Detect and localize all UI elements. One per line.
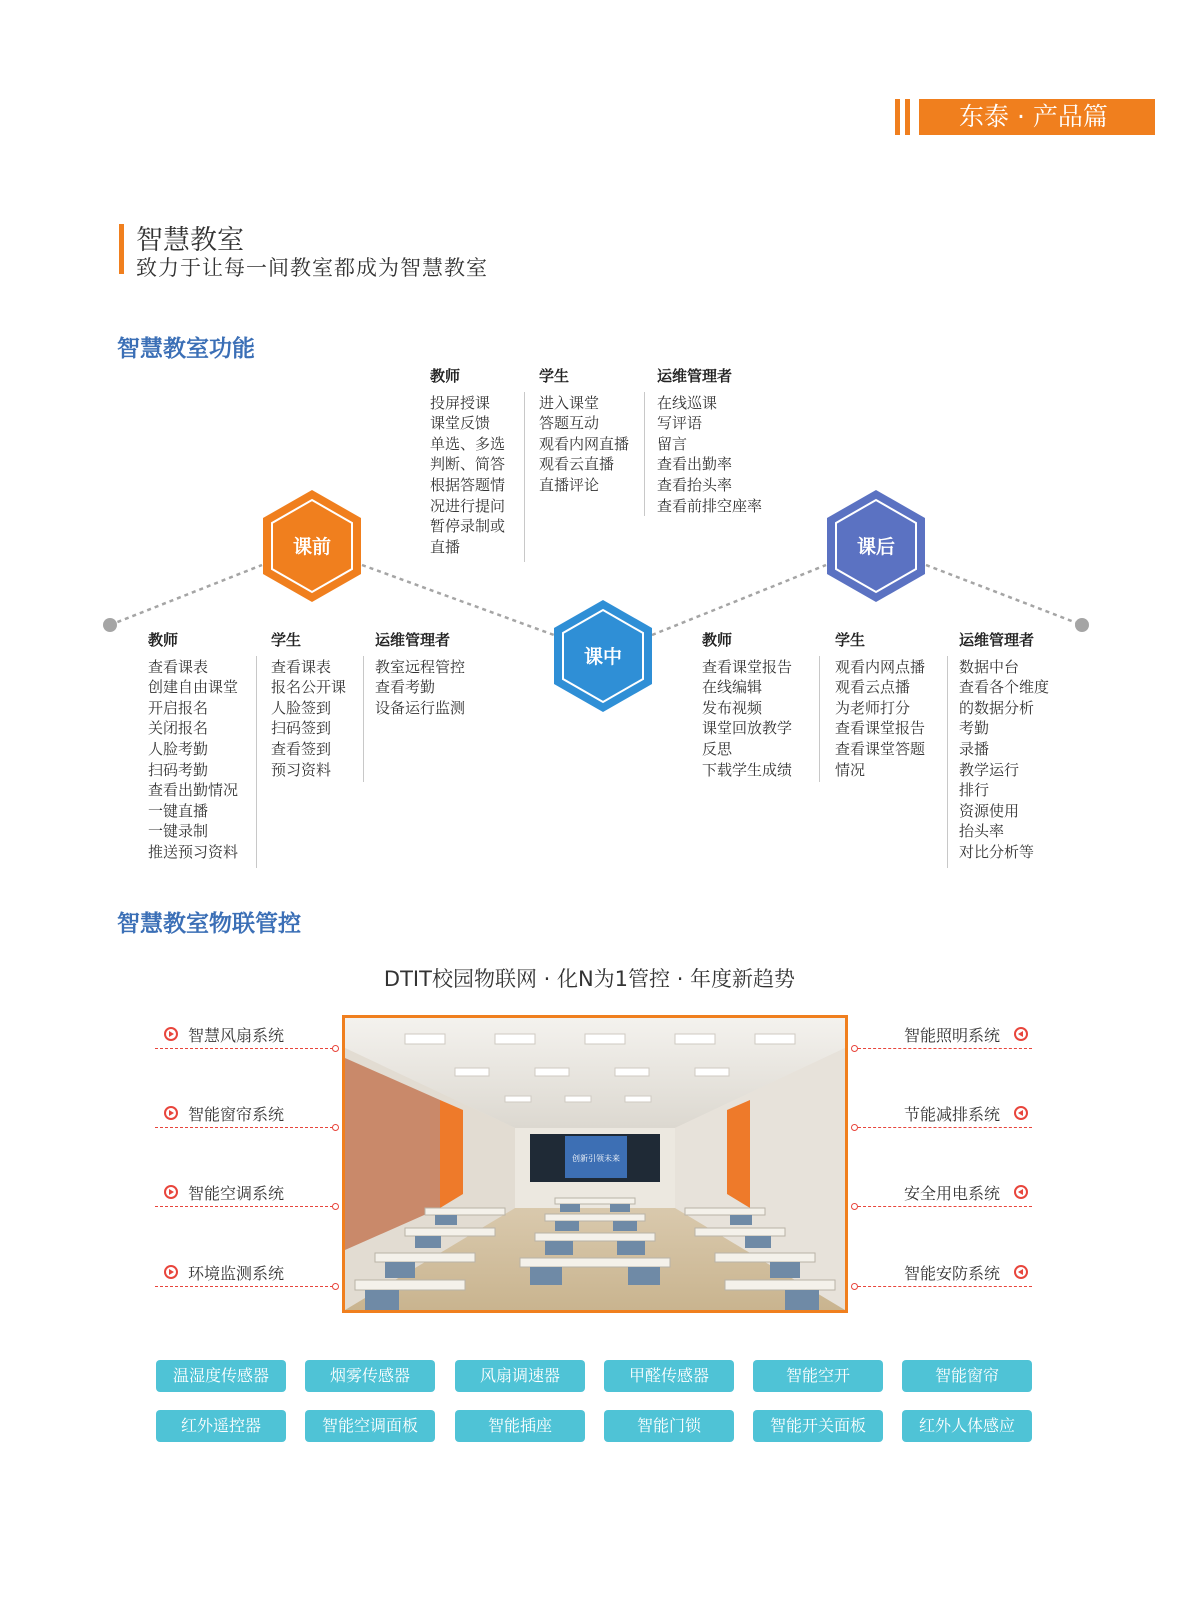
- dash-connector: [155, 1127, 333, 1128]
- right-system-item: 节能减排系统: [904, 1105, 1001, 1124]
- list-item: 写评语: [657, 414, 703, 433]
- list-item: 查看课堂报告: [835, 719, 926, 738]
- list-item: 观看云直播: [539, 455, 615, 474]
- hex-before: [263, 490, 361, 602]
- dash-connector: [858, 1286, 1032, 1287]
- list-item: 一键直播: [148, 801, 209, 820]
- device-chip: 智能空调面板: [305, 1410, 435, 1442]
- dash-connector: [155, 1048, 333, 1049]
- page-subtitle: 致力于让每一间教室都成为智慧教室: [136, 256, 488, 280]
- left-system-item: 智能空调系统: [188, 1184, 285, 1203]
- list-item: 开启报名: [148, 698, 209, 717]
- connector-dot: [332, 1124, 339, 1131]
- list-item: 查看出勤情况: [148, 781, 239, 800]
- role-label: 运维管理者: [375, 631, 451, 649]
- during-student-col: [539, 366, 649, 496]
- list-item: 创建自由课堂: [148, 678, 239, 697]
- list-item: 排行: [959, 781, 990, 800]
- list-item: 预习资料: [271, 760, 332, 779]
- list-item: 投屏授课: [430, 393, 491, 412]
- hex-before-label: 课前: [292, 536, 332, 558]
- play-right-icon: [164, 1027, 178, 1041]
- list-item: 查看抬头率: [657, 475, 733, 494]
- connector-dot: [851, 1045, 858, 1052]
- left-system-item: 智能窗帘系统: [188, 1105, 285, 1124]
- device-chip: 温湿度传感器: [156, 1360, 286, 1392]
- list-item: 人脸考勤: [148, 739, 209, 758]
- after-ops-col: [959, 630, 1069, 863]
- list-item: 报名公开课: [271, 678, 347, 697]
- list-item: 单选、多选: [430, 434, 506, 453]
- classroom-illustration: [345, 1018, 845, 1310]
- list-item: 数据中台: [959, 657, 1020, 676]
- play-right-icon: [164, 1265, 178, 1279]
- connector-dot: [851, 1283, 858, 1290]
- play-left-icon: [1014, 1265, 1028, 1279]
- list-item: 查看前排空座率: [657, 496, 763, 515]
- item-list: [375, 657, 495, 719]
- list-item: 查看课堂报告: [702, 657, 793, 676]
- item-list: [148, 657, 258, 863]
- list-item: 教学运行: [959, 760, 1020, 779]
- column-divider: [256, 656, 257, 868]
- list-item: 扫码签到: [271, 719, 332, 738]
- hex-after-label: 课后: [856, 536, 896, 558]
- list-item: 扫码考勤: [148, 760, 209, 779]
- role-label: 学生: [835, 631, 866, 649]
- role-label: 教师: [430, 367, 461, 385]
- item-list: [959, 657, 1069, 863]
- list-item: 发布视频: [702, 698, 763, 717]
- list-item: 查看课表: [148, 657, 209, 676]
- left-system-item: 智慧风扇系统: [188, 1026, 285, 1045]
- list-item: 查看课表: [271, 657, 332, 676]
- list-item: 为老师打分: [835, 698, 911, 717]
- before-student-col: [271, 630, 366, 780]
- item-list: [835, 657, 945, 781]
- item-list: [539, 393, 649, 496]
- list-item: 留言: [657, 434, 688, 453]
- screen-text: 创新引领未来: [572, 1154, 620, 1163]
- list-item: 观看云点播: [835, 678, 911, 697]
- role-label: 学生: [539, 367, 570, 385]
- device-chip: 烟雾传感器: [305, 1360, 435, 1392]
- list-item: 考勤: [959, 719, 990, 738]
- iot-banner: DTIT校园物联网 · 化N为1管控 · 年度新趋势: [383, 967, 796, 991]
- connector-dot: [332, 1045, 339, 1052]
- header-accent-bar: [119, 224, 124, 274]
- list-item: 在线编辑: [702, 678, 763, 697]
- column-divider: [363, 656, 364, 782]
- during-teacher-col: [430, 366, 525, 557]
- right-system-item: 安全用电系统: [904, 1184, 1001, 1203]
- device-chip: 智能插座: [455, 1410, 585, 1442]
- list-item: 的数据分析: [959, 698, 1035, 717]
- list-item: 一键录制: [148, 822, 209, 841]
- page-title: 智慧教室: [136, 225, 244, 256]
- device-chip: 红外遥控器: [156, 1410, 286, 1442]
- iot-title: 智慧教室物联管控: [117, 911, 301, 937]
- dash-connector: [858, 1206, 1032, 1207]
- item-list: [657, 393, 787, 517]
- device-chip: 智能开关面板: [753, 1410, 883, 1442]
- dash-connector: [858, 1048, 1032, 1049]
- hex-after: [827, 490, 925, 602]
- list-item: 资源使用: [959, 801, 1020, 820]
- list-item: 根据答题情: [430, 475, 506, 494]
- before-ops-col: [375, 630, 495, 718]
- list-item: 查看签到: [271, 739, 332, 758]
- role-label: 教师: [702, 631, 733, 649]
- dash-connector: [155, 1286, 333, 1287]
- list-item: 设备运行监测: [375, 698, 466, 717]
- list-item: 进入课堂: [539, 393, 600, 412]
- list-item: 答题互动: [539, 414, 600, 433]
- item-list: [702, 657, 817, 781]
- device-chip: 智能空开: [753, 1360, 883, 1392]
- role-label: 教师: [148, 631, 179, 649]
- line-end-dot-right: [1075, 618, 1089, 632]
- brand-bars: [895, 99, 919, 135]
- list-item: 查看出勤率: [657, 455, 733, 474]
- functions-title: 智慧教室功能: [117, 336, 255, 362]
- device-chip: 智能窗帘: [902, 1360, 1032, 1392]
- list-item: 观看内网直播: [539, 434, 630, 453]
- list-item: 下载学生成绩: [702, 760, 793, 779]
- play-left-icon: [1014, 1027, 1028, 1041]
- list-item: 对比分析等: [959, 842, 1035, 861]
- list-item: 查看考勤: [375, 678, 436, 697]
- column-divider: [947, 656, 948, 868]
- after-teacher-col: [702, 630, 817, 780]
- brand-label: 东泰 · 产品篇: [919, 99, 1155, 135]
- list-item: 反思: [702, 739, 733, 758]
- connector-dot: [851, 1203, 858, 1210]
- play-right-icon: [164, 1106, 178, 1120]
- list-item: 暂停录制或: [430, 517, 506, 536]
- role-label: 学生: [271, 631, 302, 649]
- role-label: 运维管理者: [657, 367, 733, 385]
- list-item: 查看各个维度: [959, 678, 1050, 697]
- hex-during-label: 课中: [583, 646, 623, 668]
- connector-dot: [332, 1203, 339, 1210]
- left-system-item: 环境监测系统: [188, 1264, 285, 1283]
- column-divider: [524, 392, 525, 562]
- list-item: 直播评论: [539, 475, 600, 494]
- before-teacher-col: [148, 630, 258, 863]
- list-item: 推送预习资料: [148, 842, 239, 861]
- list-item: 在线巡课: [657, 393, 718, 412]
- list-item: 况进行提问: [430, 496, 506, 515]
- connector-dot: [851, 1124, 858, 1131]
- list-item: 查看课堂答题: [835, 739, 926, 758]
- list-item: 录播: [959, 739, 990, 758]
- play-left-icon: [1014, 1106, 1028, 1120]
- play-right-icon: [164, 1185, 178, 1199]
- list-item: 教室远程管控: [375, 657, 466, 676]
- list-item: 判断、简答: [430, 455, 506, 474]
- device-chip: 风扇调速器: [455, 1360, 585, 1392]
- play-left-icon: [1014, 1185, 1028, 1199]
- during-ops-col: [657, 366, 787, 516]
- right-system-item: 智能照明系统: [904, 1026, 1001, 1045]
- item-list: [271, 657, 366, 781]
- list-item: 课堂反馈: [430, 414, 491, 433]
- list-item: 观看内网点播: [835, 657, 926, 676]
- device-chip: 甲醛传感器: [604, 1360, 734, 1392]
- after-student-col: [835, 630, 945, 780]
- column-divider: [819, 656, 820, 782]
- list-item: 课堂回放教学: [702, 719, 793, 738]
- list-item: 情况: [835, 760, 866, 779]
- dash-connector: [155, 1206, 333, 1207]
- item-list: [430, 393, 525, 558]
- device-chip: 智能门锁: [604, 1410, 734, 1442]
- connector-dot: [332, 1283, 339, 1290]
- device-chip: 红外人体感应: [902, 1410, 1032, 1442]
- classroom-photo: [342, 1015, 848, 1313]
- column-divider: [644, 392, 645, 516]
- brand-tab: [895, 99, 1155, 135]
- role-label: 运维管理者: [959, 631, 1035, 649]
- list-item: 抬头率: [959, 822, 1005, 841]
- hex-during: [554, 600, 652, 712]
- list-item: 直播: [430, 537, 461, 556]
- list-item: 人脸签到: [271, 698, 332, 717]
- dash-connector: [858, 1127, 1032, 1128]
- line-end-dot-left: [103, 618, 117, 632]
- list-item: 关闭报名: [148, 719, 209, 738]
- right-system-item: 智能安防系统: [904, 1264, 1001, 1283]
